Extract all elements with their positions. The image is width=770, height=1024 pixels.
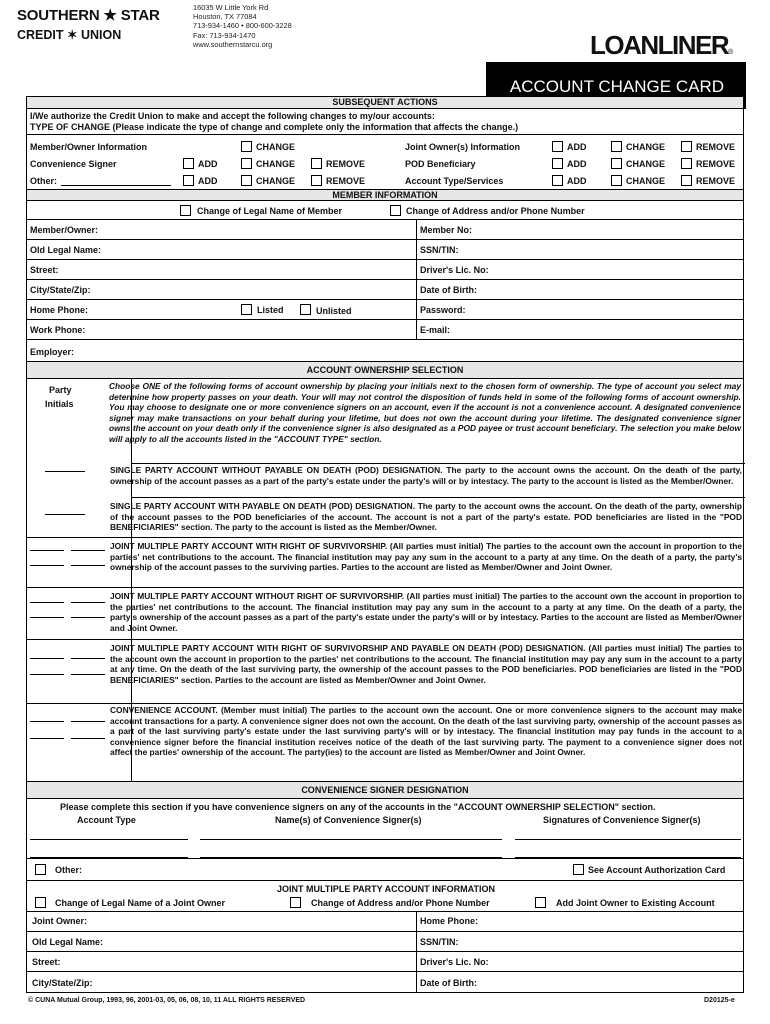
change-legal-name-label: Change of Legal Name of Member: [197, 206, 343, 216]
form-body: [26, 96, 744, 993]
acct-change-checkbox[interactable]: [611, 175, 622, 186]
initials-line[interactable]: [30, 658, 64, 659]
change-address-label: Change of Address and/or Phone Number: [406, 206, 585, 216]
joint-ssn-tin-field[interactable]: SSN/TIN:: [420, 937, 459, 947]
logo-line-2: CREDIT ✶ UNION: [17, 28, 122, 42]
joint-address-label: Change of Address and/or Phone Number: [311, 898, 490, 908]
credit-union-address: [193, 3, 292, 49]
signer-name-line[interactable]: [200, 839, 502, 840]
divider: [27, 239, 743, 240]
old-legal-name-field[interactable]: Old Legal Name:: [30, 245, 102, 255]
divider: [27, 639, 743, 640]
member-information-band: MEMBER INFORMATION: [27, 189, 743, 201]
option-joint-survivorship: JOINT MULTIPLE PARTY ACCOUNT WITH RIGHT OF SURVIVORSHIP. (All parties must initial) The parties to the account own the account in proportion to the parties' net contributions to the account. The financial institution may pay any sum in the account to a party at any time. On the death of a party, the party's ownership of the account passes to the surviving parties. Parties to the account are listed as Member/Owner and Joint Owner.: [110, 541, 742, 573]
divider: [27, 537, 743, 538]
add-label: ADD: [198, 176, 218, 186]
option-joint-no-survivorship: JOINT MULTIPLE PARTY ACCOUNT WITHOUT RIGHT OF SURVIVORSHIP. (All parties must initial) The parties to the account own the account in proportion to the parties' net contributions to the account. The financial institution may pay any sum in the account to a party at any time. On the death of a party, the party's ownership of the account passes as a part of the party's estate under the party's will or by intestacy. Parties to the account are listed as Member/Owner and Joint Owner.: [110, 591, 742, 633]
divider: [27, 259, 743, 260]
drivers-license-field[interactable]: Driver's Lic. No:: [420, 265, 489, 275]
divider: [27, 587, 743, 588]
change-label: CHANGE: [626, 159, 666, 169]
change-label: CHANGE: [256, 142, 296, 152]
change-label: CHANGE: [626, 142, 666, 152]
type-of-change-text: TYPE OF CHANGE (Please indicate the type of change and complete only the information that affects the change.): [30, 122, 519, 132]
option-single-no-pod: SINGLE PARTY ACCOUNT WITHOUT PAYABLE ON DEATH (POD) DESIGNATION. The party to the account owns the account. On the death of the party, ownership of the account passes as a part of the party's estate under the party's will or by intestacy. The party to the account is listed as the Member/Owner.: [110, 465, 742, 486]
ownership-intro: Choose ONE of the following forms of account ownership by placing your initials next to the chosen form of ownership. The type of account you select may determine how property passes on your death. Your will may not control the disposition of funds held in some of the following forms of account ownership. You may choose to designate one or more convenience signers on an account, even if the account is not a convenience account. A designated convenience signer may make transactions on your behalf during your lifetime, but does not own the account during your lifetime. The designated convenience signer owns the account on your death only if the convenience signer is also designated as a POD payee or trust account beneficiary. The selection you make below will apply to all the accounts listed in the "ACCOUNT TYPE" section.: [109, 381, 741, 444]
pod-beneficiary-label: POD Beneficiary: [405, 159, 476, 169]
other-add-checkbox[interactable]: [183, 175, 194, 186]
divider: [27, 911, 743, 912]
address-street: 16035 W Little York Rd: [193, 3, 269, 12]
change-label: CHANGE: [256, 176, 296, 186]
divider: [27, 971, 743, 972]
divider: [27, 279, 743, 280]
joint-drivers-license-field[interactable]: Driver's Lic. No:: [420, 957, 489, 967]
logo-line-1: SOUTHERN ★ STAR: [17, 7, 160, 24]
address-fax: Fax: 713-934-1470: [193, 30, 256, 40]
joint-city-state-zip-field[interactable]: City/State/Zip:: [32, 978, 93, 988]
option-single-pod: SINGLE PARTY ACCOUNT WITH PAYABLE ON DEATH (POD) DESIGNATION. The party to the account owns the account. On the death of the party, ownership of the account passes to the POD beneficiaries of the account. The account is not a part of the party's estate. POD beneficiaries are listed in the "POD BENEFICIARIES" section. The party to the account is listed as the Member/Owner.: [110, 501, 742, 533]
add-label: ADD: [198, 159, 218, 169]
initials-line[interactable]: [71, 721, 105, 722]
other-remove-checkbox[interactable]: [311, 175, 322, 186]
party-label: Party: [49, 385, 72, 395]
remove-label: REMOVE: [696, 176, 736, 186]
convenience-note: Please complete this section if you have convenience signers on any of the accounts in the "ACCOUNT OWNERSHIP SELECTION" section.: [60, 802, 656, 812]
divider: [27, 339, 743, 340]
account-type-header: Account Type: [77, 815, 136, 825]
divider: [27, 858, 743, 859]
option-joint-survivorship-pod: JOINT MULTIPLE PARTY ACCOUNT WITH RIGHT OF SURVIVORSHIP AND PAYABLE ON DEATH (POD) DESIGNATION. (All parties must initial) The parties to the account own the account in proportion to the parties' net contributions to the account. The financial institution may pay any sum in the account to a party at any time. On the death of the last surviving party, the ownership of the account passes to the POD beneficiaries. POD beneficiaries are listed in the "POD BENEFICIARIES" section. Parties to the account are listed as Member/Owner and Joint Owner.: [110, 643, 742, 685]
conv-change-checkbox[interactable]: [241, 158, 252, 169]
copyright-notice: © CUNA Mutual Group, 1993, 96, 2001-03, 05, 06, 08, 10, 11 ALL RIGHTS RESERVED: [28, 997, 306, 1004]
joint-old-legal-name-field[interactable]: Old Legal Name:: [32, 937, 104, 947]
joint-legal-name-checkbox[interactable]: [35, 897, 46, 908]
initials-line[interactable]: [30, 565, 64, 566]
remove-label: REMOVE: [326, 159, 366, 169]
member-change-checkbox[interactable]: [241, 141, 252, 152]
password-field[interactable]: Password:: [420, 305, 466, 315]
loanliner-wordmark: LOANLINER: [590, 30, 729, 60]
change-label: CHANGE: [256, 159, 296, 169]
form-title: ACCOUNT CHANGE CARD: [486, 62, 746, 109]
joint-add-checkbox[interactable]: [552, 141, 563, 152]
joint-home-phone-field[interactable]: Home Phone:: [420, 916, 479, 926]
account-ownership-band: ACCOUNT OWNERSHIP SELECTION: [27, 361, 743, 379]
member-owner-field[interactable]: Member/Owner:: [30, 225, 99, 235]
signer-signature-line[interactable]: [515, 839, 741, 840]
conv-remove-checkbox[interactable]: [311, 158, 322, 169]
see-account-authorization-checkbox[interactable]: [573, 864, 584, 875]
unlisted-checkbox[interactable]: [300, 304, 311, 315]
initials-line[interactable]: [45, 514, 85, 515]
authorization-text: I/We authorize the Credit Union to make and accept the following changes to my/our accounts:: [30, 111, 435, 121]
initials-line[interactable]: [71, 738, 105, 739]
member-owner-info-label: Member/Owner Information: [30, 142, 148, 152]
add-label: ADD: [567, 159, 587, 169]
home-phone-field[interactable]: Home Phone:: [30, 305, 89, 315]
divider: [27, 299, 743, 300]
add-label: ADD: [567, 176, 587, 186]
other-change-checkbox[interactable]: [241, 175, 252, 186]
initials-line[interactable]: [71, 565, 105, 566]
joint-multiple-party-heading: JOINT MULTIPLE PARTY ACCOUNT INFORMATION: [277, 884, 495, 894]
initials-line[interactable]: [71, 674, 105, 675]
add-joint-owner-checkbox[interactable]: [535, 897, 546, 908]
pod-change-checkbox[interactable]: [611, 158, 622, 169]
initials-line[interactable]: [71, 658, 105, 659]
joint-legal-name-label: Change of Legal Name of a Joint Owner: [55, 898, 226, 908]
listed-checkbox[interactable]: [241, 304, 252, 315]
divider: [27, 931, 743, 932]
divider: [27, 703, 743, 704]
listed-label: Listed: [257, 305, 284, 315]
initials-line[interactable]: [30, 721, 64, 722]
remove-label: REMOVE: [326, 176, 366, 186]
joint-remove-checkbox[interactable]: [681, 141, 692, 152]
divider: [131, 497, 745, 498]
other-input-line[interactable]: [61, 185, 171, 186]
joint-date-of-birth-field[interactable]: Date of Birth:: [420, 978, 477, 988]
ssn-tin-field[interactable]: SSN/TIN:: [420, 245, 459, 255]
divider: [131, 463, 745, 464]
pod-remove-checkbox[interactable]: [681, 158, 692, 169]
conv-add-checkbox[interactable]: [183, 158, 194, 169]
pod-add-checkbox[interactable]: [552, 158, 563, 169]
employer-field[interactable]: Employer:: [30, 347, 75, 357]
column-divider: [416, 911, 417, 993]
convenience-signer-band: CONVENIENCE SIGNER DESIGNATION: [27, 781, 743, 799]
subsequent-actions-band: SUBSEQUENT ACTIONS: [27, 97, 743, 109]
joint-street-field[interactable]: Street:: [32, 957, 61, 967]
convenience-signer-label: Convenience Signer: [30, 159, 117, 169]
credit-union-logo: [17, 6, 185, 46]
option-convenience-account: CONVENIENCE ACCOUNT. (Member must initial) The parties to the account own the account. One or more convenience signers to the account may make account transactions for a party. A convenience signer does not own the account. On the death of the last surviving party, ownership of the account passes as a part of the last surviving party's estate under the last surviving party's will or by intestacy. The financial institution may pay funds in the account to a convenience signer before the financial institution receives notice of the death of the last surviving party. The payment to a convenience signer does not affect the parties' ownership of the account. The party(ies) to the account are listed as Member/Owner and Joint Owner.: [110, 705, 742, 758]
remove-label: REMOVE: [696, 159, 736, 169]
change-address-checkbox[interactable]: [390, 205, 401, 216]
member-no-field[interactable]: Member No:: [420, 225, 473, 235]
see-account-authorization-label: See Account Authorization Card: [588, 865, 726, 875]
add-joint-owner-label: Add Joint Owner to Existing Account: [556, 898, 715, 908]
loanliner-logo: [590, 30, 745, 60]
date-of-birth-field[interactable]: Date of Birth:: [420, 285, 477, 295]
divider: [27, 319, 743, 320]
joint-change-checkbox[interactable]: [611, 141, 622, 152]
signer-signatures-header: Signatures of Convenience Signer(s): [543, 815, 701, 825]
initials-line[interactable]: [30, 674, 64, 675]
initials-line[interactable]: [30, 602, 64, 603]
acct-remove-checkbox[interactable]: [681, 175, 692, 186]
address-phone: 713-934-1460 • 800-600-3228: [193, 21, 292, 31]
work-phone-field[interactable]: Work Phone:: [30, 325, 86, 335]
add-label: ADD: [567, 142, 587, 152]
change-label: CHANGE: [626, 176, 666, 186]
joint-owner-info-label: Joint Owner(s) Information: [405, 142, 521, 152]
divider: [27, 219, 743, 220]
address-website: www.southernstarcu.org: [193, 39, 273, 49]
unlisted-label: Unlisted: [316, 306, 352, 316]
account-type-line[interactable]: [30, 839, 188, 840]
street-field[interactable]: Street:: [30, 265, 59, 275]
convenience-other-label: Other:: [55, 865, 82, 875]
initials-line[interactable]: [45, 471, 85, 472]
initials-line[interactable]: [30, 550, 64, 551]
divider: [27, 134, 743, 135]
divider: [27, 880, 743, 881]
address-city: Houston, TX 77084: [193, 12, 257, 22]
remove-label: REMOVE: [696, 142, 736, 152]
account-type-services-label: Account Type/Services: [405, 176, 504, 186]
initials-label: Initials: [45, 399, 74, 409]
change-legal-name-checkbox[interactable]: [180, 205, 191, 216]
initials-line[interactable]: [71, 602, 105, 603]
initials-line[interactable]: [71, 617, 105, 618]
city-state-zip-field[interactable]: City/State/Zip:: [30, 285, 91, 295]
email-field[interactable]: E-mail:: [420, 325, 451, 335]
joint-address-checkbox[interactable]: [290, 897, 301, 908]
convenience-other-checkbox[interactable]: [35, 864, 46, 875]
form-code: D20125-e: [704, 997, 735, 1004]
initials-line[interactable]: [71, 550, 105, 551]
other-label: Other:: [30, 176, 57, 186]
joint-owner-field[interactable]: Joint Owner:: [32, 916, 88, 926]
initials-line[interactable]: [30, 738, 64, 739]
initials-line[interactable]: [30, 617, 64, 618]
signer-names-header: Name(s) of Convenience Signer(s): [275, 815, 422, 825]
acct-add-checkbox[interactable]: [552, 175, 563, 186]
ownership-intro-text: [109, 381, 741, 445]
divider: [27, 951, 743, 952]
registered-mark: ®: [728, 49, 732, 56]
